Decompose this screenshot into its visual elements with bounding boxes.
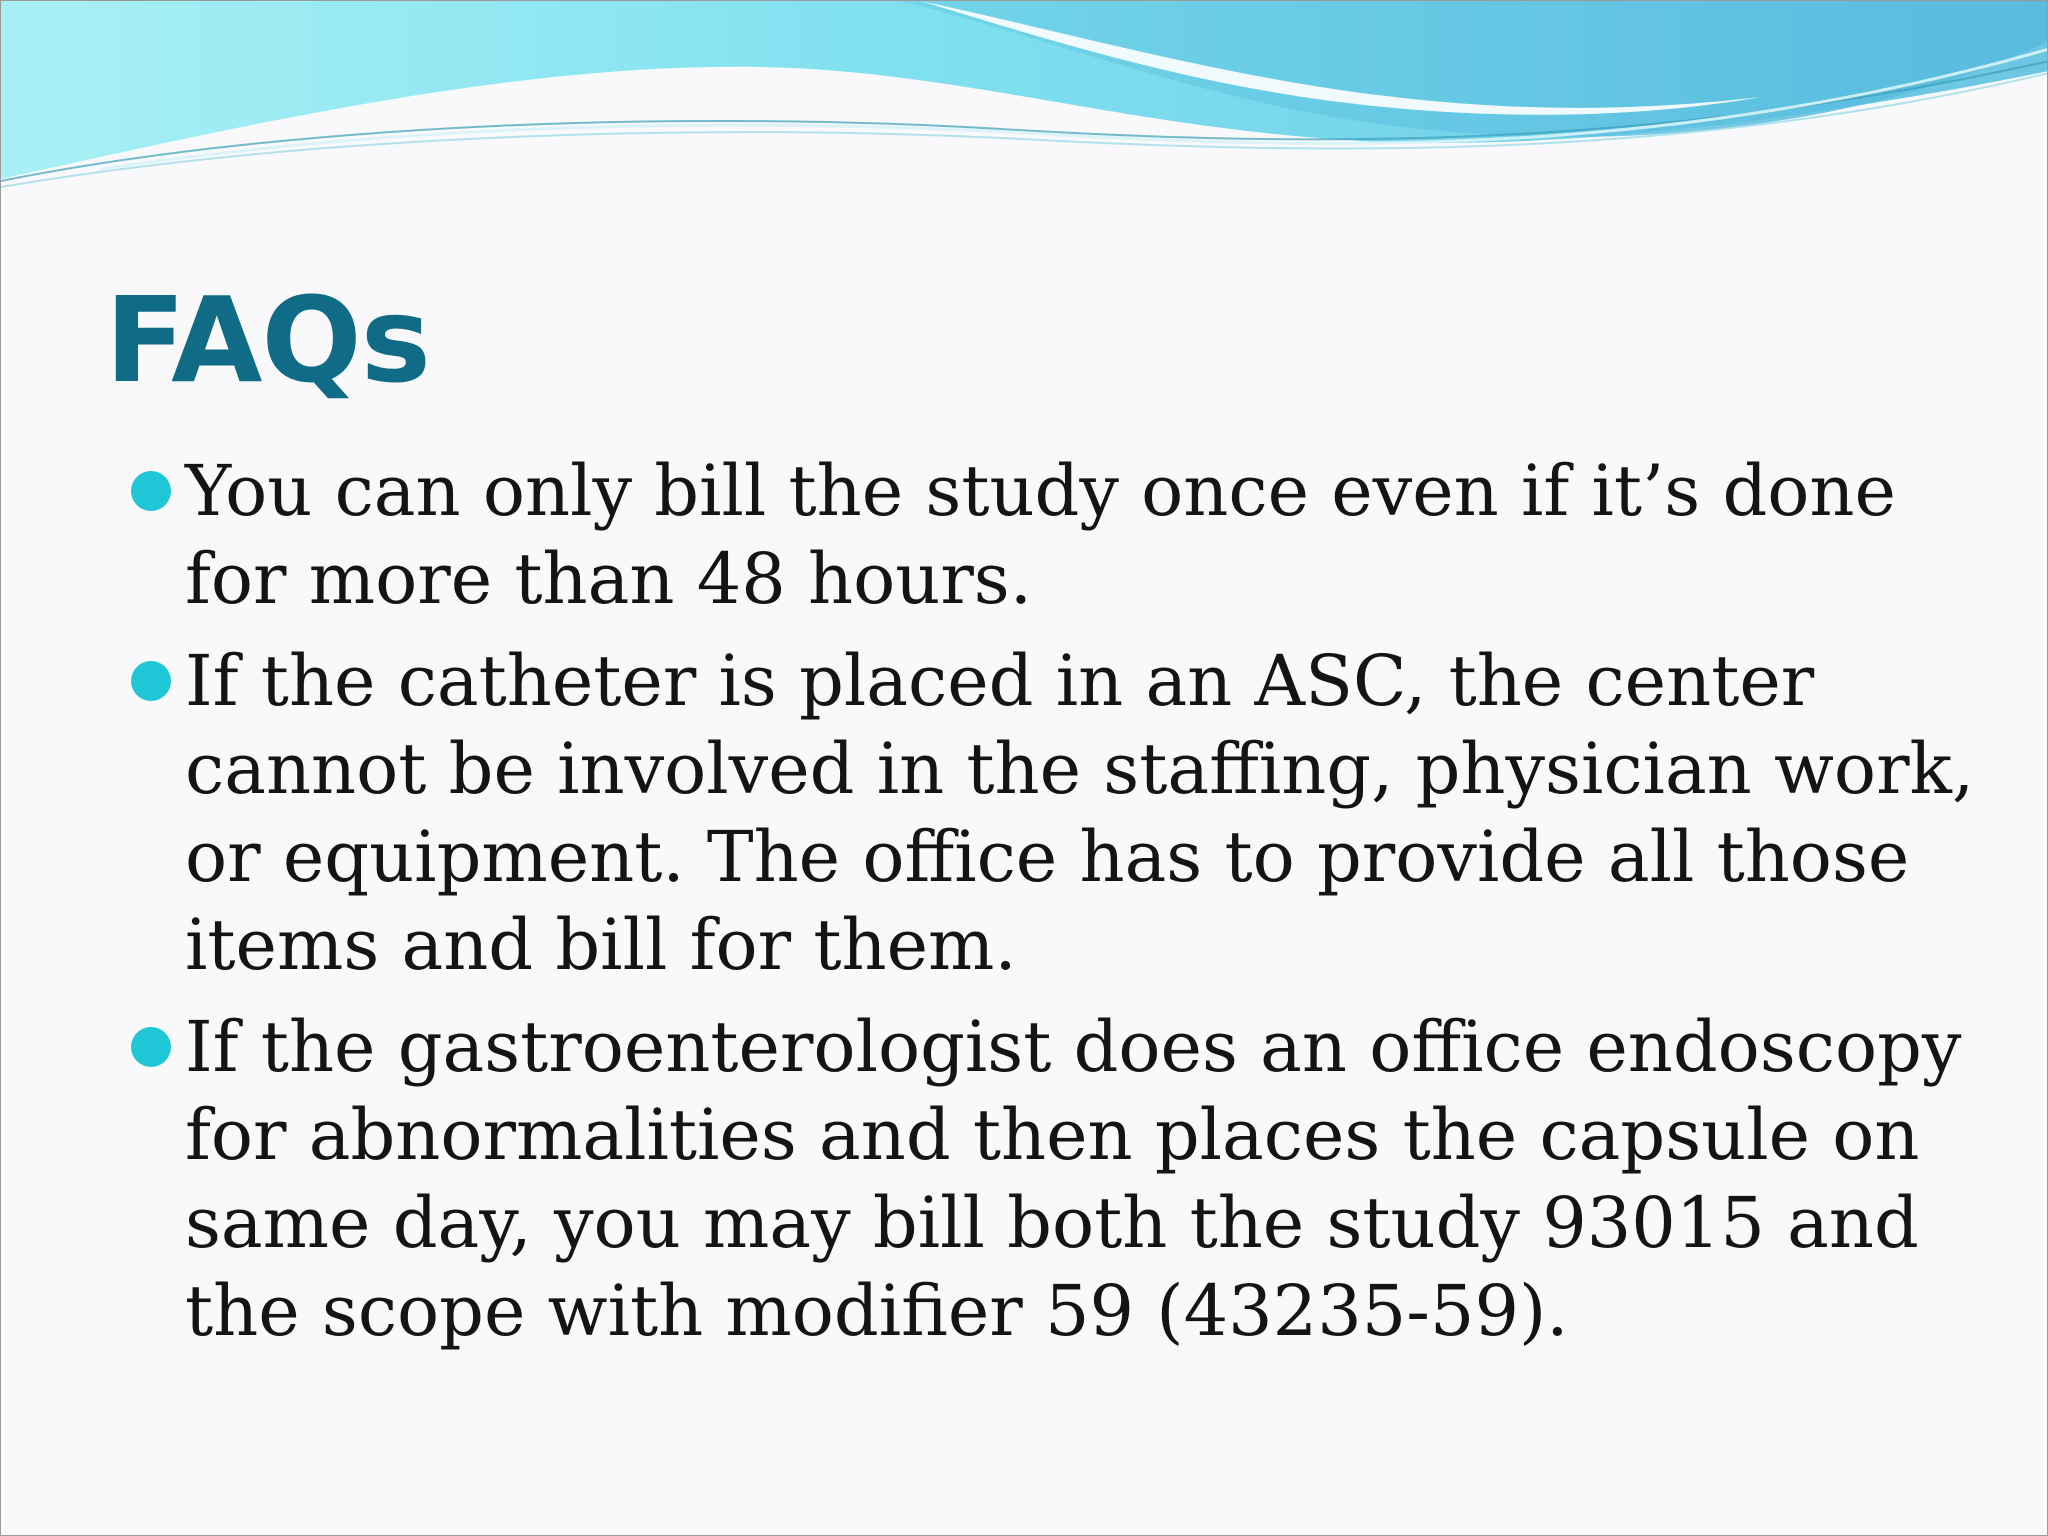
bullet-text: If the catheter is placed in an ASC, the center cannot be involved in the staffing, physician work, or equipment. The office has to provide all those items and bill for them. [185,640,1975,986]
bullet-dot-icon [131,1027,171,1067]
bullet-item [125,1003,1995,1355]
bullet-dot-icon [131,471,171,511]
bullet-text: You can only bill the study once even if it’s done for more than 48 hours. [185,450,1896,620]
slide-title: FAQs [105,271,430,409]
bullet-dot-icon [131,661,171,701]
bullet-text: If the gastroenterologist does an office endoscopy for abnormalities and then places the capsule on same day, you may bill both the study 93015 and the scope with modifier 59 (43235-59). [185,1006,1962,1352]
wave-header-decoration [1,1,2048,241]
bullet-item [125,447,1995,623]
bullet-item [125,637,1995,989]
bullet-list [125,447,1995,1369]
